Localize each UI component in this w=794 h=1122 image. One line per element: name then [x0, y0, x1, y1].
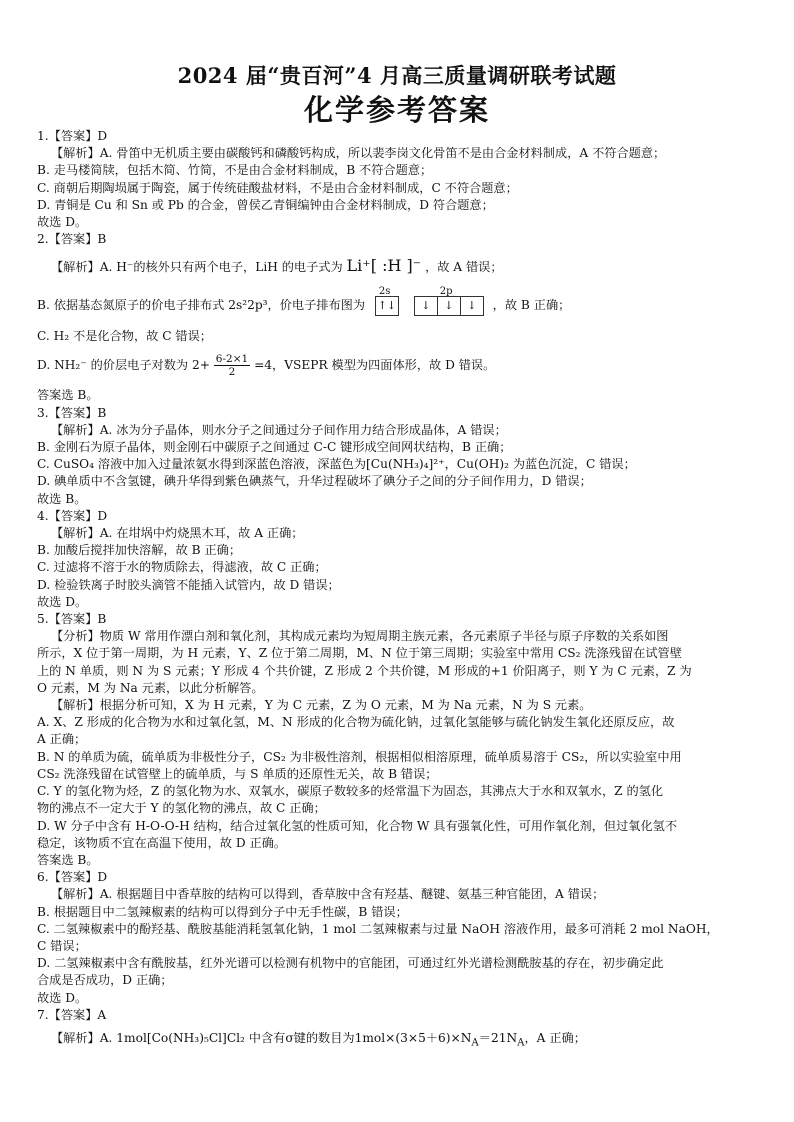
q7-a-sub-1: A	[471, 1037, 479, 1049]
q7-analysis-a	[37, 1027, 761, 1054]
q5-option-d-1: D. W 分子中含有 H-O-O-H 结构，结合过氧化氢的性质可知，化合物 W 具有强氧化性，可用作氧化剂，但过氧化氢不	[37, 818, 678, 833]
orbital-2p-box-3: ↓	[460, 296, 484, 316]
q2-a-text: 【解析】A. H⁻的核外只有两个电子，LiH 的电子式为	[51, 260, 343, 275]
q6-analysis-d-1: D. 二氢辣椒素中含有酰胺基，红外光谱可以检测有机物中的官能团，可通过红外光谱检测酰胺基的存在，初步确定此	[37, 956, 664, 971]
q7-answer: 7.【答案】A	[37, 1007, 107, 1022]
q1-answer: 1.【答案】D	[37, 129, 108, 143]
q4-analysis-c: C. 过滤将不溶于水的物质除去，得滤液，故 C 正确；	[37, 560, 327, 575]
q3-conclusion: 故选 B。	[37, 491, 87, 506]
orbital-2p-label: 2p	[439, 285, 453, 297]
q2-d-text: D. NH₂⁻ 的价层电子对数为 2+	[37, 358, 210, 373]
q7-a-mid: ＝21N	[478, 1030, 518, 1045]
q3-analysis-b: B. 金刚石为原子晶体，则金刚石中碳原子之间通过 C-C 键形成空间网状结构，B 正确；	[37, 440, 512, 455]
q6-analysis-b: B. 根据题目中二氢辣椒素的结构可以得到分子中无手性碳，B 错误；	[37, 904, 408, 919]
q2-analysis-d	[37, 351, 761, 383]
page-subtitle: 化学参考答案	[303, 93, 490, 127]
q5-answer: 5.【答案】B	[37, 612, 107, 627]
q2-b-tail: ，故 B 正确；	[492, 298, 571, 313]
q5-option-c-2: 物的沸点不一定大于 Y 的氢化物的沸点，故 C 正确；	[37, 801, 326, 816]
q2-analysis-b	[37, 285, 761, 321]
q2-conclusion: 答案选 B。	[37, 388, 99, 403]
orbital-2p-group	[414, 286, 483, 322]
q4-conclusion: 故选 D。	[37, 594, 88, 609]
lih-electron-formula: Li⁺[ :H ]⁻	[346, 256, 422, 276]
orbital-2s-box: ↑↓	[375, 296, 399, 316]
q3-analysis-c: C. CuSO₄ 溶液中加入过量浓氨水得到深蓝色溶液，深蓝色为[Cu(NH₃)₄]²⁺，Cu(OH)₂ 为蓝色沉淀，C 错误；	[37, 457, 636, 472]
q5-option-a-2: A 正确；	[37, 732, 87, 747]
q7-a-sub-2: A	[517, 1037, 525, 1049]
q5-solution: 【解析】根据分析可知，X 为 H 元素，Y 为 C 元素，Z 为 O 元素，M 为 Na 元素，N 为 S 元素。	[51, 698, 592, 713]
q6-analysis-a: 【解析】A. 根据题目中香草胺的结构可以得到，香草胺中含有羟基、醚键、氨基三种官能团，A 错误；	[51, 887, 605, 902]
q6-conclusion: 故选 D。	[37, 990, 88, 1005]
q6-analysis-c-1: C. 二氢辣椒素中的酚羟基、酰胺基能消耗氢氧化钠，1 mol 二氢辣椒素与过量 NaOH 溶液作用，最多可消耗 2 mol NaOH，	[37, 921, 719, 936]
q5-option-d-2: 稳定，该物质不宜在高温下使用，故 D 正确。	[37, 835, 287, 850]
fraction-denominator: 2	[228, 366, 236, 379]
orbital-2s-label: 2s	[378, 285, 391, 297]
page-title: 2024 届“贵百河”4 月高三质量调研联考试题	[177, 63, 617, 88]
q1-analysis-b: B. 走马楼简牍，包括木简、竹简，不是由合金材料制成，B 不符合题意；	[37, 163, 433, 178]
q2-answer: 2.【答案】B	[37, 232, 107, 247]
q2-analysis-a	[37, 252, 761, 281]
q5-option-c-1: C. Y 的氢化物为烃，Z 的氢化物为水、双氧水，碳原子数较多的烃常温下为固态，其沸点大于水和双氧水，Z 的氢化	[37, 784, 664, 799]
q1-conclusion: 故选 D。	[37, 215, 88, 230]
q4-analysis-d: D. 检验铁离子时胶头滴管不能插入试管内，故 D 错误；	[37, 577, 340, 592]
q5-analysis-4: O 元素，M 为 Na 元素，以此分析解答。	[37, 680, 264, 695]
orbital-2p-box-1: ↓	[414, 296, 438, 316]
q6-answer: 6.【答案】D	[37, 870, 108, 885]
q1-analysis-c: C. 商朝后期陶埙属于陶瓷，属于传统硅酸盐材料，不是由合金材料制成，C 不符合题意；	[37, 180, 518, 195]
q4-analysis-a: 【解析】A. 在坩埚中灼烧黑木耳，故 A 正确；	[51, 526, 304, 541]
electron-pair-fraction	[214, 353, 250, 378]
q5-option-b-1: B. N 的单质为硫，硫单质为非极性分子，CS₂ 为非极性溶剂，根据相似相溶原理，硫单质易溶于 CS₂，所以实验室中用	[37, 749, 682, 764]
q5-analysis-3: 上的 N 单质，则 N 为 S 元素；Y 形成 4 个共价键，Z 形成 2 个共价键，M 形成的+1 价阳离子，则 Y 为 C 元素，Z 为	[37, 663, 692, 678]
q5-option-a-1: A. X、Z 形成的化合物为水和过氧化氢，M、N 形成的化合物为硫化钠，过氧化氢能够与硫化钠发生氧化还原反应，故	[37, 715, 675, 730]
answer-body	[37, 128, 761, 1057]
q3-analysis-a: 【解析】A. 冰为分子晶体，则水分子之间通过分子间作用力结合形成晶体，A 错误；	[51, 422, 507, 437]
q1-analysis-d: D. 青铜是 Cu 和 Sn 或 Pb 的合金，曾侯乙青铜编钟由合金材料制成，D 符合题意；	[37, 197, 494, 212]
q3-analysis-d: D. 碘单质中不含氢键，碘升华得到紫色碘蒸气，升华过程破坏了碘分子之间的分子间作用力，D 错误；	[37, 474, 592, 489]
q4-analysis-b: B. 加酸后搅拌加快溶解，故 B 正确；	[37, 543, 242, 558]
q5-conclusion: 答案选 B。	[37, 852, 99, 867]
q2-b-text: B. 依据基态氮原子的价电子排布式 2s²2p³，价电子排布图为	[37, 298, 366, 313]
q3-answer: 3.【答案】B	[37, 405, 107, 420]
q6-analysis-c-2: C 错误；	[37, 938, 87, 953]
orbital-2p-box-2: ↓	[437, 296, 461, 316]
q7-a-text: 【解析】A. 1mol[Co(NH₃)₅Cl]Cl₂ 中含有σ键的数目为1mol×(3×5＋6)×N	[51, 1030, 472, 1045]
q5-analysis-1: 【分析】物质 W 常用作漂白剂和氧化剂，其构成元素均为短周期主族元素，各元素原子半径与原子序数的关系如图	[51, 629, 669, 644]
fraction-numerator: 6-2×1	[215, 353, 249, 366]
q6-analysis-d-2: 合成是否成功，D 正确；	[37, 973, 173, 988]
orbital-diagram	[375, 286, 398, 322]
q4-answer: 4.【答案】D	[37, 508, 108, 523]
q2-analysis-c: C. H₂ 不是化合物，故 C 错误；	[37, 329, 212, 344]
q7-a-tail: ，A 正确；	[524, 1030, 586, 1045]
q5-analysis-2: 所示，X 位于第一周期，为 H 元素，Y、Z 位于第二周期，M、N 位于第三周期；实验室中常用 CS₂ 洗涤残留在试管壁	[37, 646, 682, 661]
q5-option-b-2: CS₂ 洗涤残留在试管壁上的硫单质，与 S 单质的还原性无关，故 B 错误；	[37, 766, 438, 781]
q2-a-tail: ，故 A 错误；	[425, 260, 503, 275]
q1-analysis-a: 【解析】A. 骨笛中无机质主要由碳酸钙和磷酸钙构成，所以裴李岗文化骨笛不是由合金材料制成，A 不符合题意；	[51, 146, 666, 161]
q2-d-tail: =4，VSEPR 模型为四面体形，故 D 错误。	[254, 358, 496, 373]
